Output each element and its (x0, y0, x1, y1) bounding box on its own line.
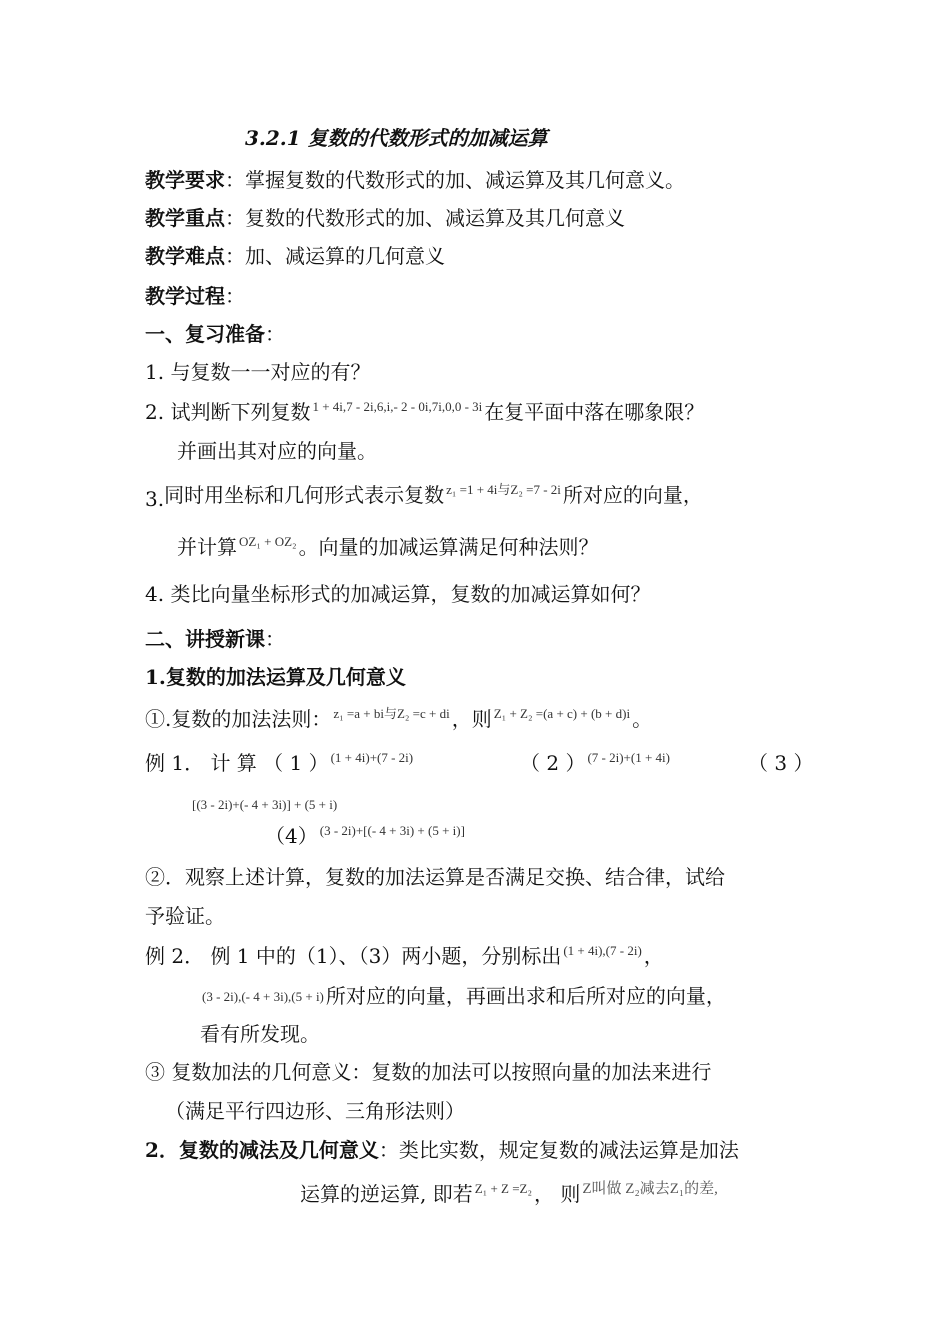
math-expression: (3 - 2i)+[(- 4 + 3i) + (5 + i)] (319, 823, 465, 838)
page-title: 3.2.1 复数的代数形式的加减运算 (245, 126, 548, 150)
math-expression: [(3 - 2i)+(- 4 + 3i)] + (5 + i) (192, 797, 338, 812)
label: （ 2 ） (520, 751, 586, 775)
colon: ： (225, 244, 245, 268)
teaching-difficulty (145, 242, 445, 270)
math-expression: 1 + 4i,7 - 2i,6,i,- 2 - 0i,7i,0,0 - 3i (312, 399, 483, 414)
text: 所对应的向量， (562, 483, 703, 507)
text: 所对应的向量，再画出求和后所对应的向量， (325, 984, 726, 1008)
label: 教学难点 (145, 244, 225, 268)
colon: ： (225, 168, 245, 192)
math-expression: Z₁ + Z =Z₂ (474, 1181, 533, 1196)
question-3-continued (177, 533, 599, 564)
label: 一、复习准备 (145, 322, 265, 346)
section-new-lesson (145, 625, 285, 653)
text: 掌握复数的代数形式的加、减运算及其几何意义。 (245, 168, 685, 192)
text: 并计算 (177, 535, 237, 559)
colon: ： (265, 322, 285, 346)
example-2-continued (200, 982, 726, 1013)
text: ， 则 (534, 1182, 581, 1206)
geometric-meaning: ③ 复数加法的几何意义：复数的加法可以按照向量的加法来进行 (145, 1060, 712, 1084)
label: 2．复数的减法及几何意义 (145, 1138, 379, 1162)
observation: ②．观察上述计算，复数的加法运算是否满足交换、结合律，试给 (145, 865, 725, 889)
label: 教学过程 (145, 284, 225, 308)
colon: ： (225, 206, 245, 230)
label: 教学重点 (145, 206, 225, 230)
text: 加、减运算的几何意义 (245, 244, 445, 268)
question-2 (145, 398, 704, 429)
math-expression: (7 - 2i)+(1 + 4i) (587, 750, 670, 765)
question-3 (145, 481, 703, 512)
colon: ： (225, 284, 245, 308)
question-2-continued: 并画出其对应的向量。 (177, 439, 377, 463)
text: ①.复数的加法法则： (145, 707, 332, 731)
math-expression: (3 - 2i),(- 4 + 3i),(5 + i) (202, 989, 324, 1004)
addition-rule (145, 705, 652, 736)
question-4: 4. 类比向量坐标形式的加减运算，复数的加减运算如何？ (145, 582, 651, 606)
math-expression: z₁ =1 + 4i与Z₂ =7 - 2i (446, 482, 561, 497)
label: 教学要求 (145, 168, 225, 192)
math-expression: Z₁ + Z₂ =(a + c) + (b + d)i (493, 706, 631, 721)
math-expression: OZ₁ + OZ₂ (239, 534, 297, 549)
text: 例 2． 例 1 中的（1）、（3）两小题，分别标出 (145, 944, 562, 968)
math-expression: (1 + 4i),(7 - 2i) (563, 943, 642, 958)
text: 运算的逆运算, 即若 (300, 1182, 473, 1206)
example-1-part-2 (520, 749, 672, 780)
example-1-part-3-label: （ 3 ） (748, 751, 814, 775)
example-1-part-4 (265, 822, 467, 853)
section-review (145, 320, 285, 348)
example-2-continued-2: 看有所发现。 (200, 1022, 320, 1046)
label: （4） (265, 824, 318, 848)
text: ，则 (451, 707, 492, 731)
subsection-addition: 1.复数的加法运算及几何意义 (145, 665, 406, 689)
colon: ： (265, 627, 285, 651)
text: 类比实数，规定复数的减法运算是加法 (398, 1138, 739, 1162)
question-1: 1. 与复数一一对应的有？ (145, 360, 371, 384)
label: 例 1． 计 算 （ 1 ） (145, 751, 329, 775)
subtraction-definition (300, 1180, 720, 1211)
text: 复数的代数形式的加、减运算及其几何意义 (245, 206, 625, 230)
math-expression: z₁ =a + bi与Z₂ =c + di (333, 706, 450, 721)
example-1-part-3 (190, 790, 339, 821)
geometric-meaning-continued: （满足平行四边形、三角形法则） (165, 1099, 465, 1123)
teaching-process (145, 282, 245, 310)
teaching-requirement (145, 166, 685, 194)
text: 2. 试判断下列复数 (145, 400, 311, 424)
text: 。向量的加减运算满足何种法则？ (298, 535, 599, 559)
math-expression: (1 + 4i)+(7 - 2i) (330, 750, 414, 765)
text: 在复平面中落在哪象限？ (484, 400, 705, 424)
observation-continued: 予验证。 (145, 904, 225, 928)
label: 二、讲授新课 (145, 627, 265, 651)
math-expression: Z叫做 Z₂减去Z₁的差, (582, 1181, 718, 1197)
subsection-subtraction (145, 1136, 739, 1164)
text: ， (643, 944, 664, 968)
number: 3. (145, 487, 165, 511)
colon: ： (378, 1138, 399, 1162)
teaching-focus (145, 204, 625, 232)
example-1 (145, 749, 415, 780)
text: 。 (632, 707, 653, 731)
text: 同时用坐标和几何形式表示复数 (164, 483, 445, 507)
example-2 (145, 942, 664, 973)
